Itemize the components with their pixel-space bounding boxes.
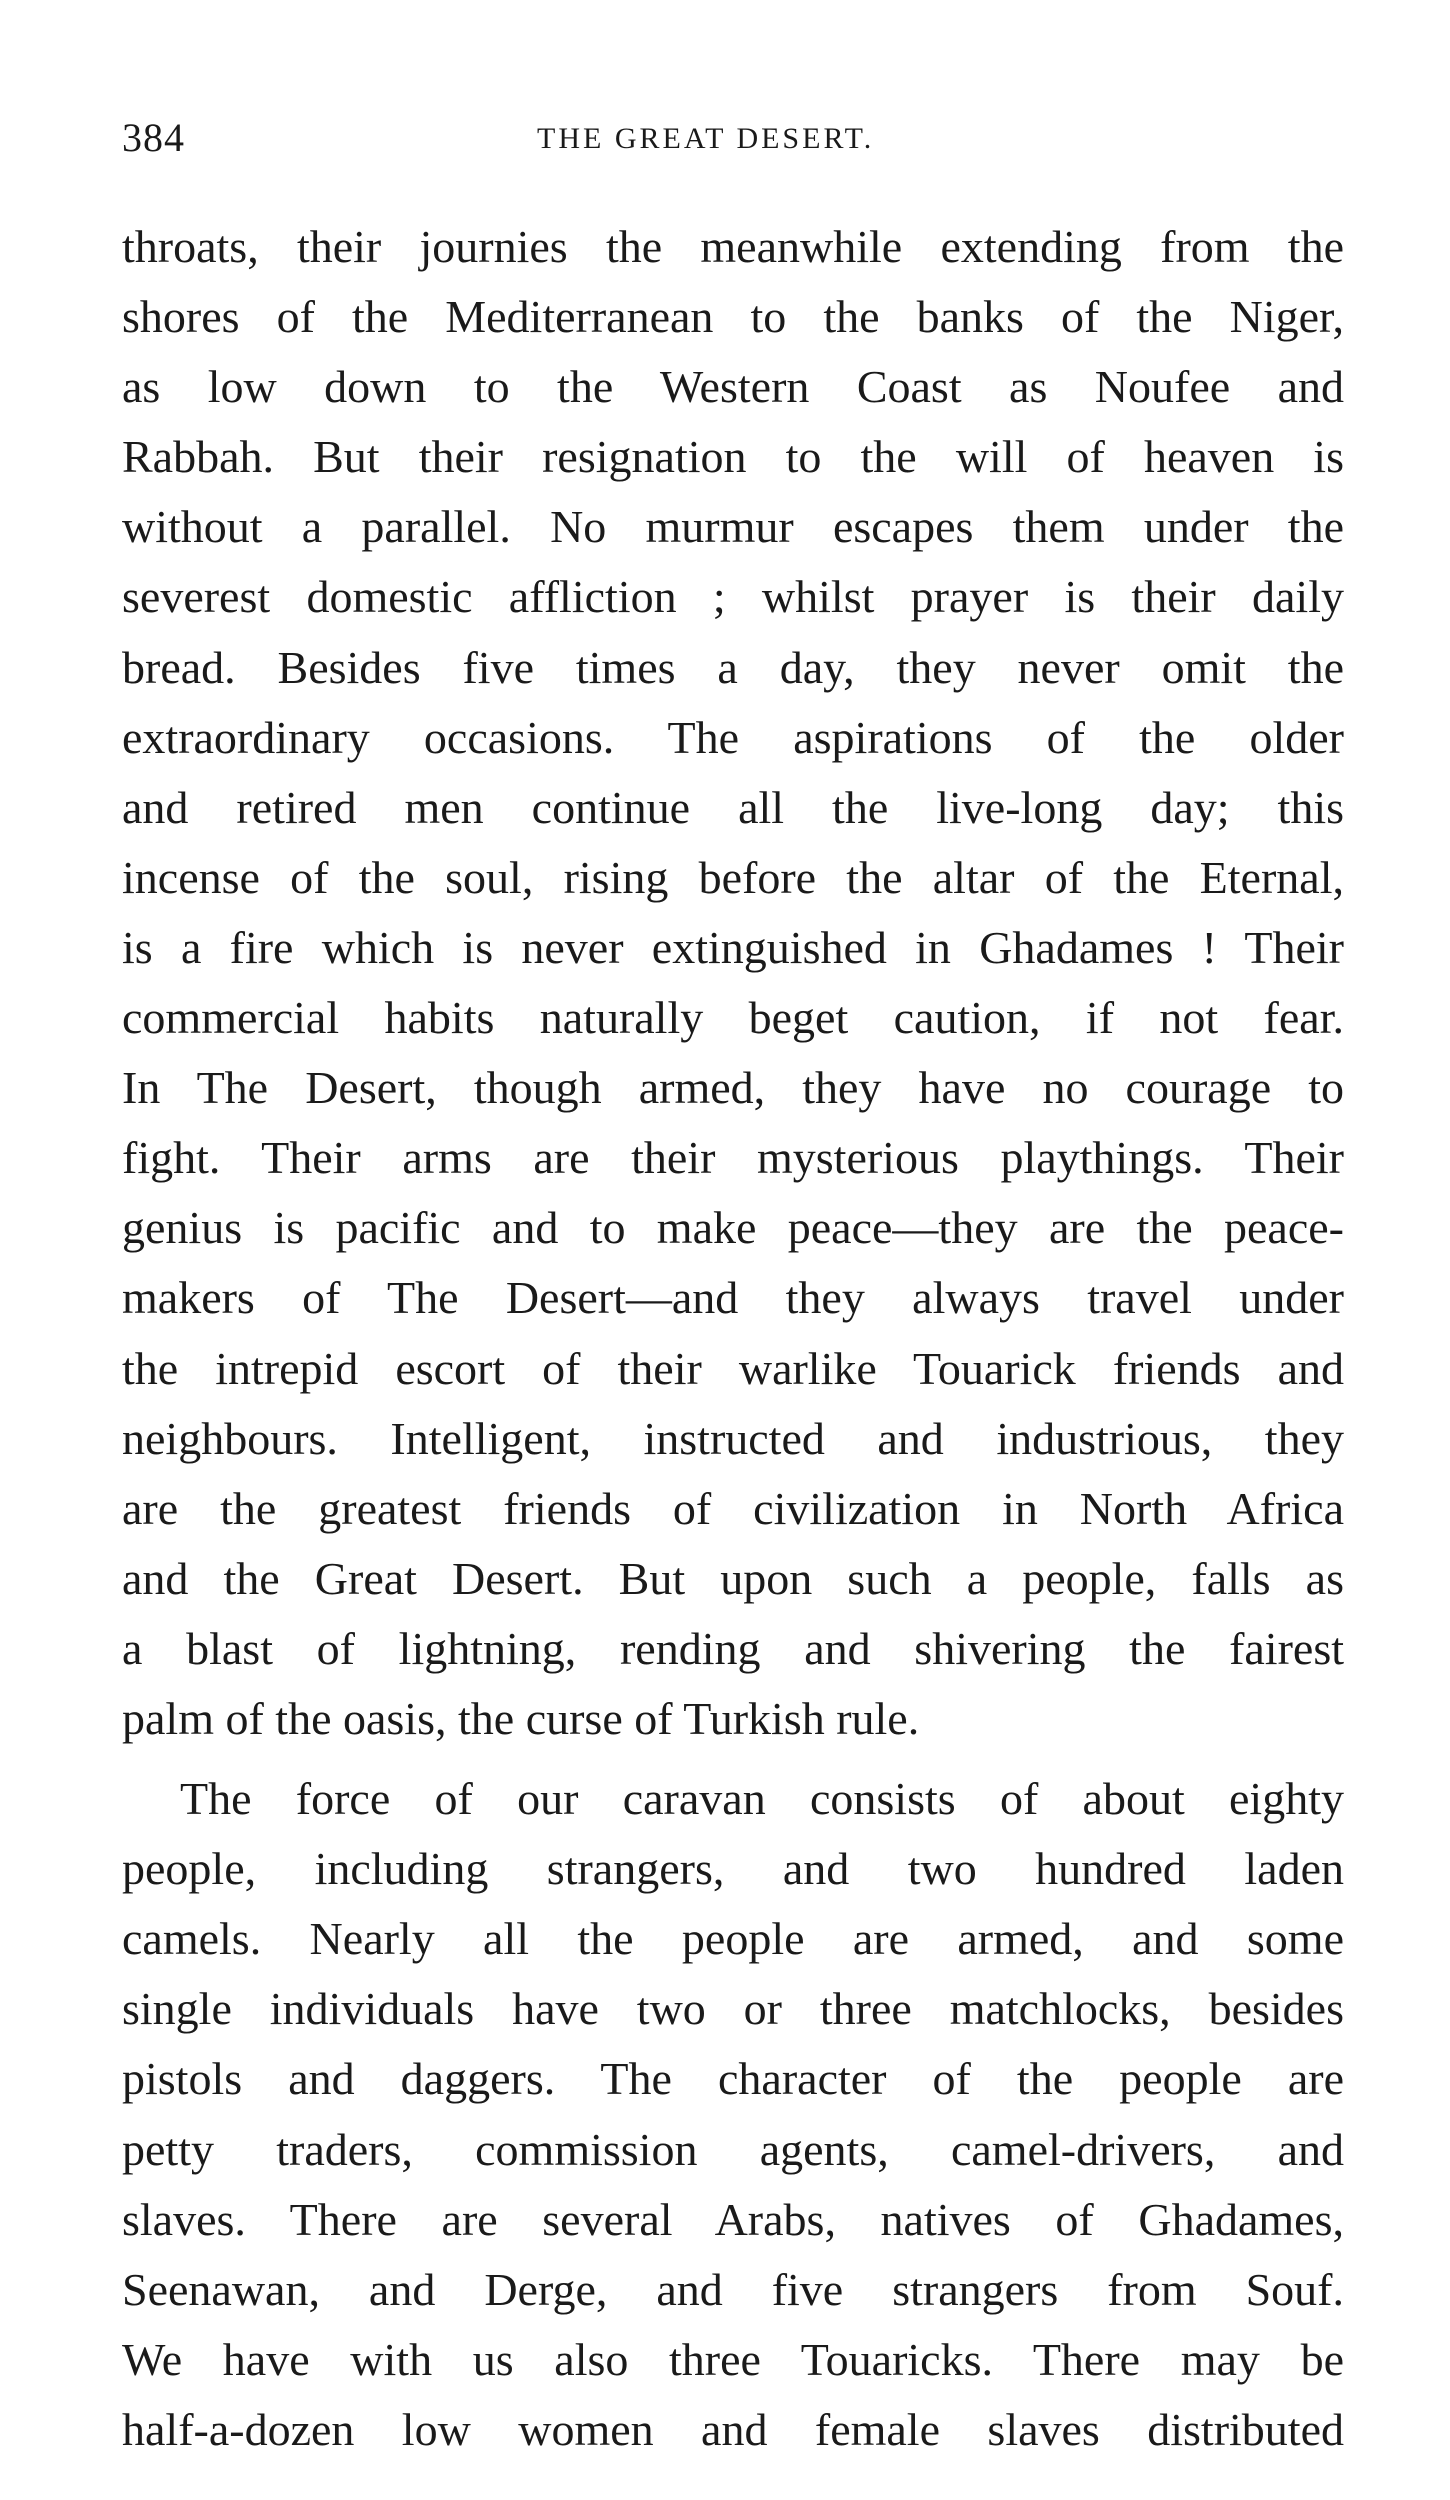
text-line: genius is pacific and to make peace—they are the peace- — [122, 1202, 1344, 1254]
text-line: extraordinary occasions. The aspirations of the older — [122, 711, 1344, 763]
text-line: throats, their journies the meanwhile extending from the — [122, 221, 1344, 272]
text-line: severest domestic affliction ; whilst prayer is their daily — [122, 571, 1344, 623]
paragraph-2 — [122, 1764, 1344, 2465]
text-line: neighbours. Intelligent, instructed and industrious, they — [122, 1412, 1344, 1464]
paragraph-gap — [122, 1754, 1344, 1764]
text-line: are the greatest friends of civilization in North Africa — [122, 1482, 1344, 1534]
text-line: makers of The Desert—and they always travel under — [122, 1272, 1344, 1324]
paragraph-1 — [122, 212, 1344, 1754]
text-line: commercial habits naturally beget caution, if not fear. — [122, 992, 1344, 1044]
body-text — [122, 212, 1344, 2465]
text-line: fight. Their arms are their mysterious playthings. Their — [122, 1132, 1344, 1184]
text-line: slaves. There are several Arabs, natives of Ghadames, — [122, 2193, 1344, 2245]
text-line: is a fire which is never extinguished in Ghadames ! Their — [122, 921, 1344, 973]
text-line: We have with us also three Touaricks. There may be — [122, 2333, 1344, 2385]
text-line: camels. Nearly all the people are armed, and some — [122, 1913, 1344, 1965]
text-line: and retired men continue all the live-long day; this — [122, 781, 1344, 833]
text-line: The force of our caravan consists of about eighty — [180, 1773, 1344, 1825]
running-head — [122, 108, 1344, 168]
text-line: single individuals have two or three matchlocks, besides — [122, 1983, 1344, 2035]
running-title: THE GREAT DESERT. — [537, 122, 875, 155]
text-line: petty traders, commission agents, camel-drivers, and — [122, 2123, 1344, 2175]
text-line: bread. Besides five times a day, they never omit the — [122, 641, 1344, 693]
text-line: shores of the Mediterranean to the banks of the Niger, — [122, 291, 1344, 343]
text-line: Rabbah. But their resignation to the will of heaven is — [122, 431, 1344, 483]
text-line: people, including strangers, and two hundred laden — [122, 1843, 1344, 1895]
text-line: palm of the oasis, the curse of Turkish rule. — [122, 1692, 920, 1744]
text-line: pistols and daggers. The character of the people are — [122, 2053, 1344, 2105]
page-number: 384 — [122, 115, 185, 160]
text-line: a blast of lightning, rending and shivering the fairest — [122, 1622, 1344, 1674]
text-line: incense of the soul, rising before the altar of the Eternal, — [122, 851, 1344, 903]
text-line: and the Great Desert. But upon such a people, falls as — [122, 1552, 1344, 1604]
text-line: the intrepid escort of their warlike Touarick friends and — [122, 1342, 1344, 1394]
text-line: as low down to the Western Coast as Noufee and — [122, 361, 1344, 413]
text-line: Seenawan, and Derge, and five strangers from Souf. — [122, 2263, 1344, 2315]
text-line: In The Desert, though armed, they have no courage to — [122, 1062, 1344, 1114]
text-line: without a parallel. No murmur escapes them under the — [122, 501, 1344, 553]
text-line: half-a-dozen low women and female slaves distributed — [122, 2403, 1344, 2455]
